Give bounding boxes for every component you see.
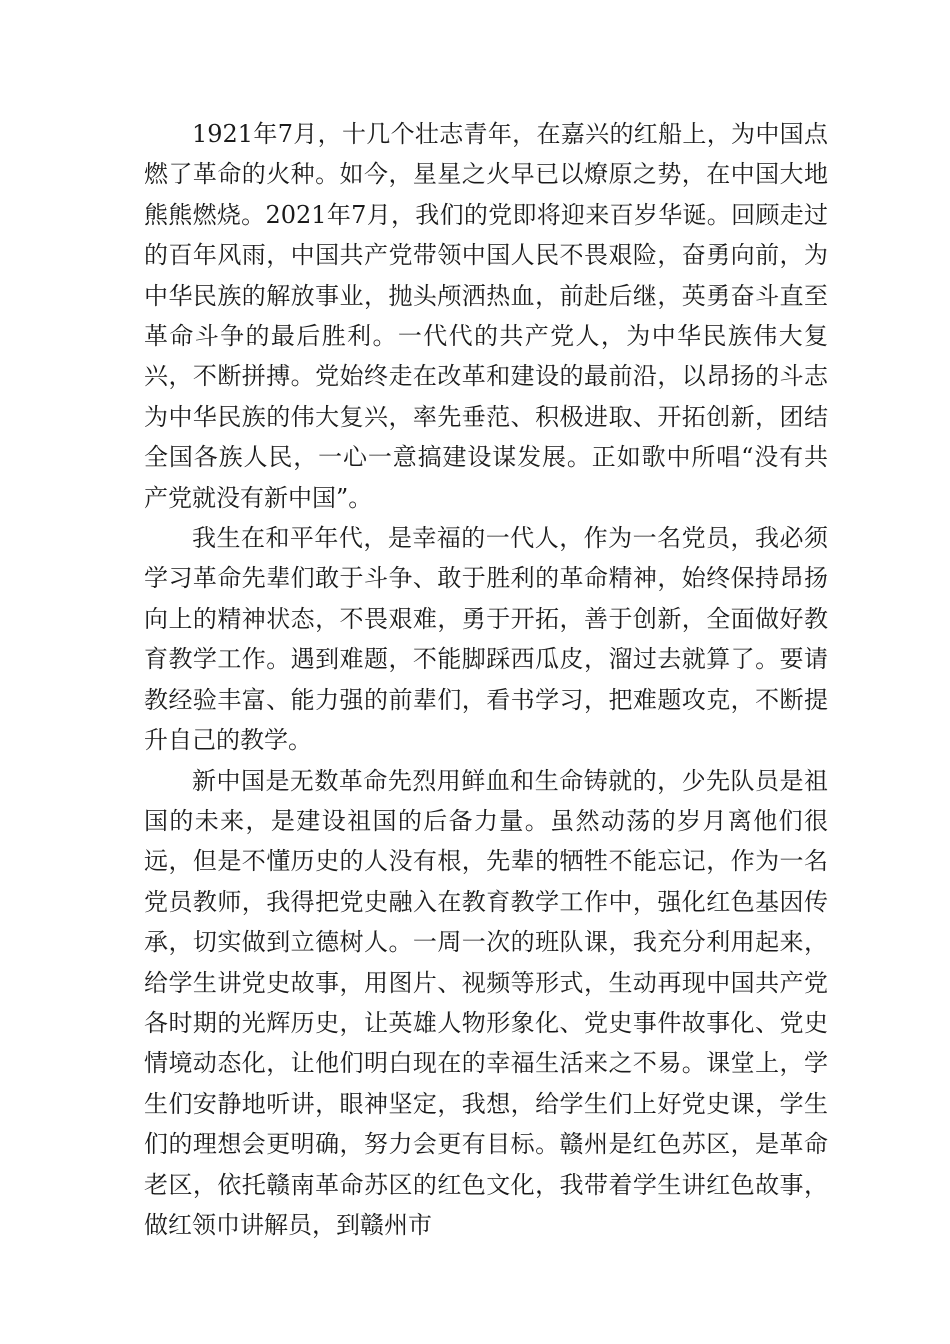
paragraph-1: 1921年7月，十几个壮志青年，在嘉兴的红船上，为中国点燃了革命的火种。如今，星星之火早已以燎原之势，在中国大地熊熊燃烧。2021年7月，我们的党即将迎来百岁华诞。回顾走过的百年风雨，中国共产党带领中国人民不畏艰险，奋勇向前，为中华民族的解放事业，抛头颅洒热血，前赴后继，英勇奋斗直至革命斗争的最后胜利。一代代的共产党人，为中华民族伟大复兴，不断拼搏。党始终走在改革和建设的最前沿，以昂扬的斗志为中华民族的伟大复兴，率先垂范、积极进取、开拓创新，团结全国各族人民，一心一意搞建设谋发展。正如歌中所唱“没有共产党就没有新中国”。	[144, 120, 828, 512]
paragraph-3: 新中国是无数革命先烈用鲜血和生命铸就的，少先队员是祖国的未来，是建设祖国的后备力量。虽然动荡的岁月离他们很远，但是不懂历史的人没有根，先辈的牺牲不能忘记，作为一名党员教师，我得把党史融入在教育教学工作中，强化红色基因传承，切实做到立德树人。一周一次的班队课，我充分利用起来，给学生讲党史故事，用图片、视频等形式，生动再现中国共产党各时期的光辉历史，让英雄人物形象化、党史事件故事化、党史情境动态化，让他们明白现在的幸福生活来之不易。课堂上，学生们安静地听讲，眼神坚定，我想，给学生们上好党史课，学生们的理想会更明确，努力会更有目标。赣州是红色苏区，是革命老区，依托赣南革命苏区的红色文化，我带着学生讲红色故事，做红领巾讲解员，到赣州市	[144, 766, 828, 1239]
paragraph-2: 我生在和平年代，是幸福的一代人，作为一名党员，我必须学习革命先辈们敢于斗争、敢于胜利的革命精神，始终保持昂扬向上的精神状态，不畏艰难，勇于开拓，善于创新，全面做好教育教学工作。遇到难题，不能脚踩西瓜皮，溜过去就算了。要请教经验丰富、能力强的前辈们，看书学习，把难题攻克，不断提升自己的教学。	[144, 524, 828, 755]
document-body	[144, 114, 828, 1245]
